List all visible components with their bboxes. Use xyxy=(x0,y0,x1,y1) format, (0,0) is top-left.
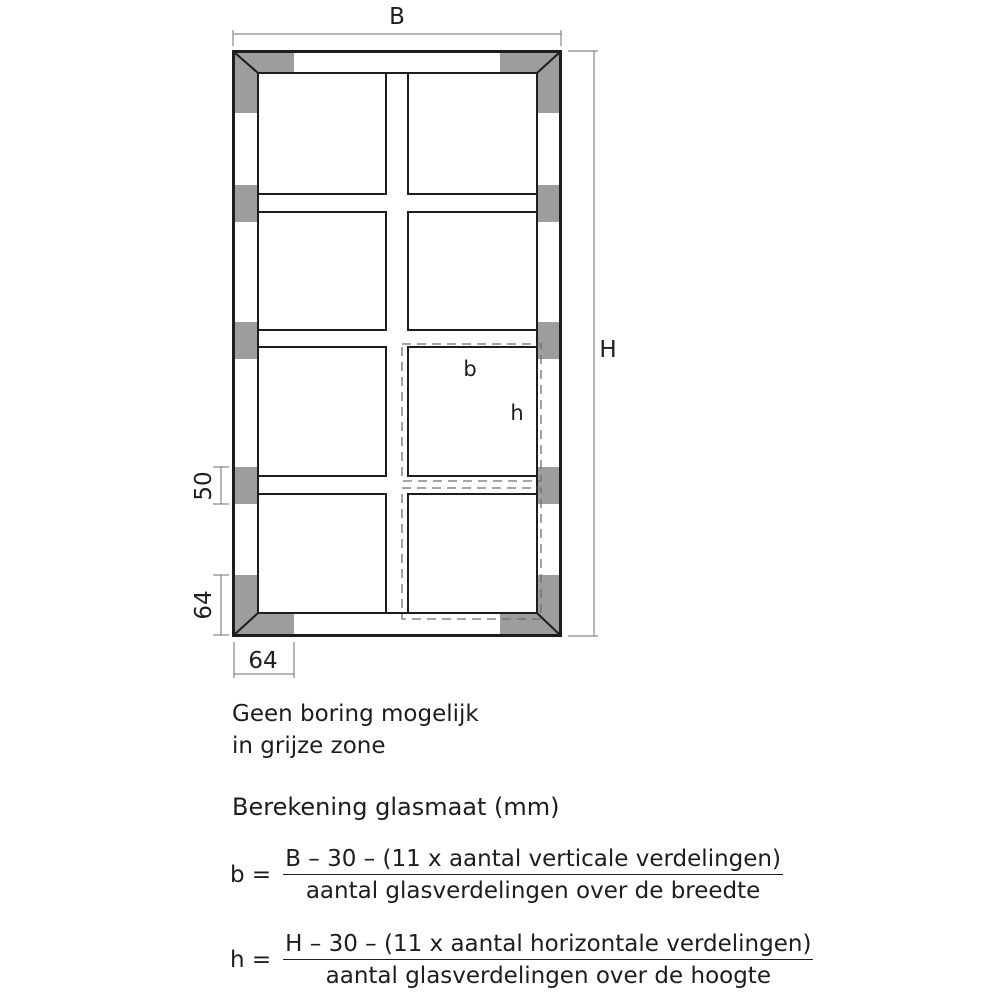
formula-b-denominator: aantal glasverdelingen over de breedte xyxy=(305,878,761,904)
grey-zone-right-1 xyxy=(537,185,560,222)
width-dimension xyxy=(233,4,561,46)
bar-width-dimension xyxy=(191,467,229,504)
formula-h-fraction xyxy=(283,931,813,989)
pane-4 xyxy=(408,212,537,330)
glass-panes xyxy=(258,73,537,613)
formula-b-fraction xyxy=(283,846,783,904)
frame-width-value: 64 xyxy=(248,648,278,674)
grey-zone-right-2 xyxy=(537,322,560,359)
formula-b xyxy=(230,846,783,904)
width-label: B xyxy=(389,4,405,30)
grey-zone-note xyxy=(232,698,479,762)
pane-8 xyxy=(408,494,537,613)
pane-5 xyxy=(258,347,386,476)
frame-height-value: 64 xyxy=(191,590,217,620)
frame-height-dimension xyxy=(191,575,229,635)
pane-width-label: b xyxy=(463,357,477,381)
pane-3 xyxy=(258,212,386,330)
formula-b-variable: b = xyxy=(230,862,272,888)
pane-1 xyxy=(258,73,386,194)
height-dimension xyxy=(568,51,617,636)
formula-h-denominator: aantal glasverdelingen over de hoogte xyxy=(325,963,771,989)
formula-h-numerator: H – 30 – (11 x aantal horizontale verdelingen) xyxy=(283,931,813,960)
height-label: H xyxy=(599,337,617,363)
bar-width-value: 50 xyxy=(191,471,217,501)
grey-zone-left-1 xyxy=(234,185,258,222)
formula-h xyxy=(230,931,813,989)
formula-b-numerator: B – 30 – (11 x aantal verticale verdelingen) xyxy=(283,846,783,875)
grey-zone-left-2 xyxy=(234,322,258,359)
frame-width-dimension xyxy=(234,642,294,678)
note-line-1: Geen boring mogelijk xyxy=(232,701,479,727)
calculation-title: Berekening glasmaat (mm) xyxy=(232,793,560,821)
note-line-2: in grijze zone xyxy=(232,733,386,759)
pane-height-label: h xyxy=(510,401,524,425)
formula-h-variable: h = xyxy=(230,947,272,973)
pane-2 xyxy=(408,73,537,194)
grey-zone-left-3 xyxy=(234,467,258,504)
grey-zone-right-3 xyxy=(537,467,560,504)
pane-7 xyxy=(258,494,386,613)
